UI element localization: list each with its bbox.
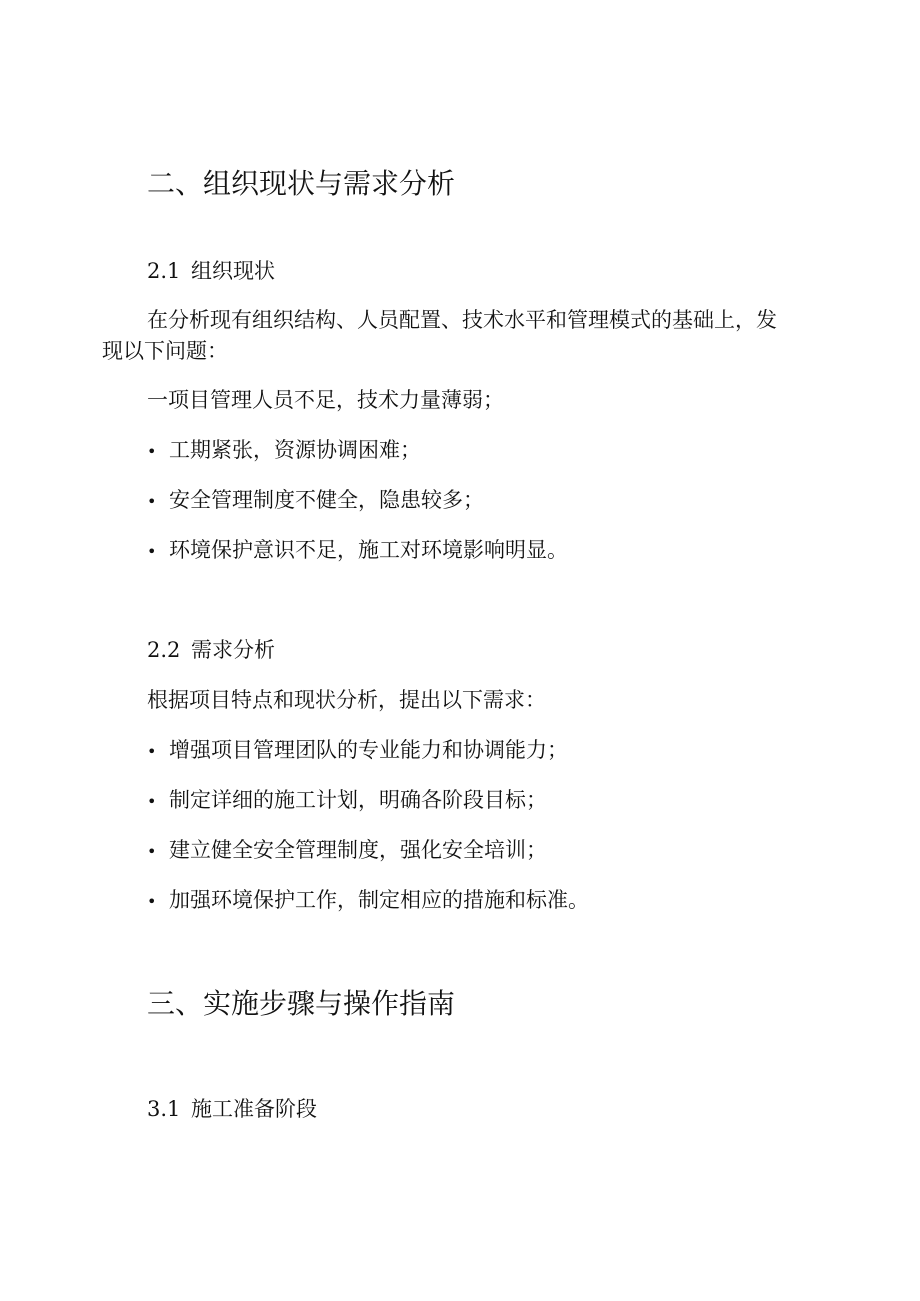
bullet-icon: • xyxy=(147,542,157,561)
list-item-text: 建立健全安全管理制度，强化安全培训； xyxy=(169,838,547,862)
status-intro-paragraph: 在分析现有组织结构、人员配置、技术水平和管理模式的基础上，发现以下问题： xyxy=(102,308,777,363)
list-item xyxy=(147,436,421,466)
subsection-3-1-heading xyxy=(147,1095,317,1123)
list-item-text: 安全管理制度不健全，隐患较多； xyxy=(169,488,484,512)
list-item xyxy=(147,736,568,766)
list-item-text: 工期紧张，资源协调困难； xyxy=(169,438,421,462)
status-first-item: 一项目管理人员不足，技术力量薄弱； xyxy=(147,388,504,412)
list-item xyxy=(147,786,547,816)
list-item xyxy=(147,836,547,866)
list-item-text: 制定详细的施工计划，明确各阶段目标； xyxy=(169,788,547,812)
subsection-number: 3.1 xyxy=(147,1097,181,1121)
bullet-icon: • xyxy=(147,742,157,761)
subsection-title: 组织现状 xyxy=(191,259,275,283)
subsection-title: 需求分析 xyxy=(191,638,275,662)
list-item-text: 环境保护意识不足，施工对环境影响明显。 xyxy=(169,538,568,562)
list-item-text: 加强环境保护工作，制定相应的措施和标准。 xyxy=(169,888,589,912)
subsection-number: 2.1 xyxy=(147,259,181,283)
bullet-icon: • xyxy=(147,442,157,461)
bullet-icon: • xyxy=(147,792,157,811)
bullet-icon: • xyxy=(147,842,157,861)
list-item xyxy=(147,886,589,916)
bullet-icon: • xyxy=(147,492,157,511)
subsection-2-2-heading xyxy=(147,636,275,664)
list-item xyxy=(147,536,568,566)
bullet-icon: • xyxy=(147,892,157,911)
needs-intro-paragraph: 根据项目特点和现状分析，提出以下需求： xyxy=(147,688,546,712)
section-2-heading: 二、组织现状与需求分析 xyxy=(147,167,456,200)
subsection-number: 2.2 xyxy=(147,638,181,662)
subsection-2-1-heading xyxy=(147,257,275,285)
section-3-heading: 三、实施步骤与操作指南 xyxy=(147,987,456,1020)
list-item-text: 增强项目管理团队的专业能力和协调能力； xyxy=(169,738,568,762)
list-item xyxy=(147,486,484,516)
subsection-title: 施工准备阶段 xyxy=(191,1097,317,1121)
